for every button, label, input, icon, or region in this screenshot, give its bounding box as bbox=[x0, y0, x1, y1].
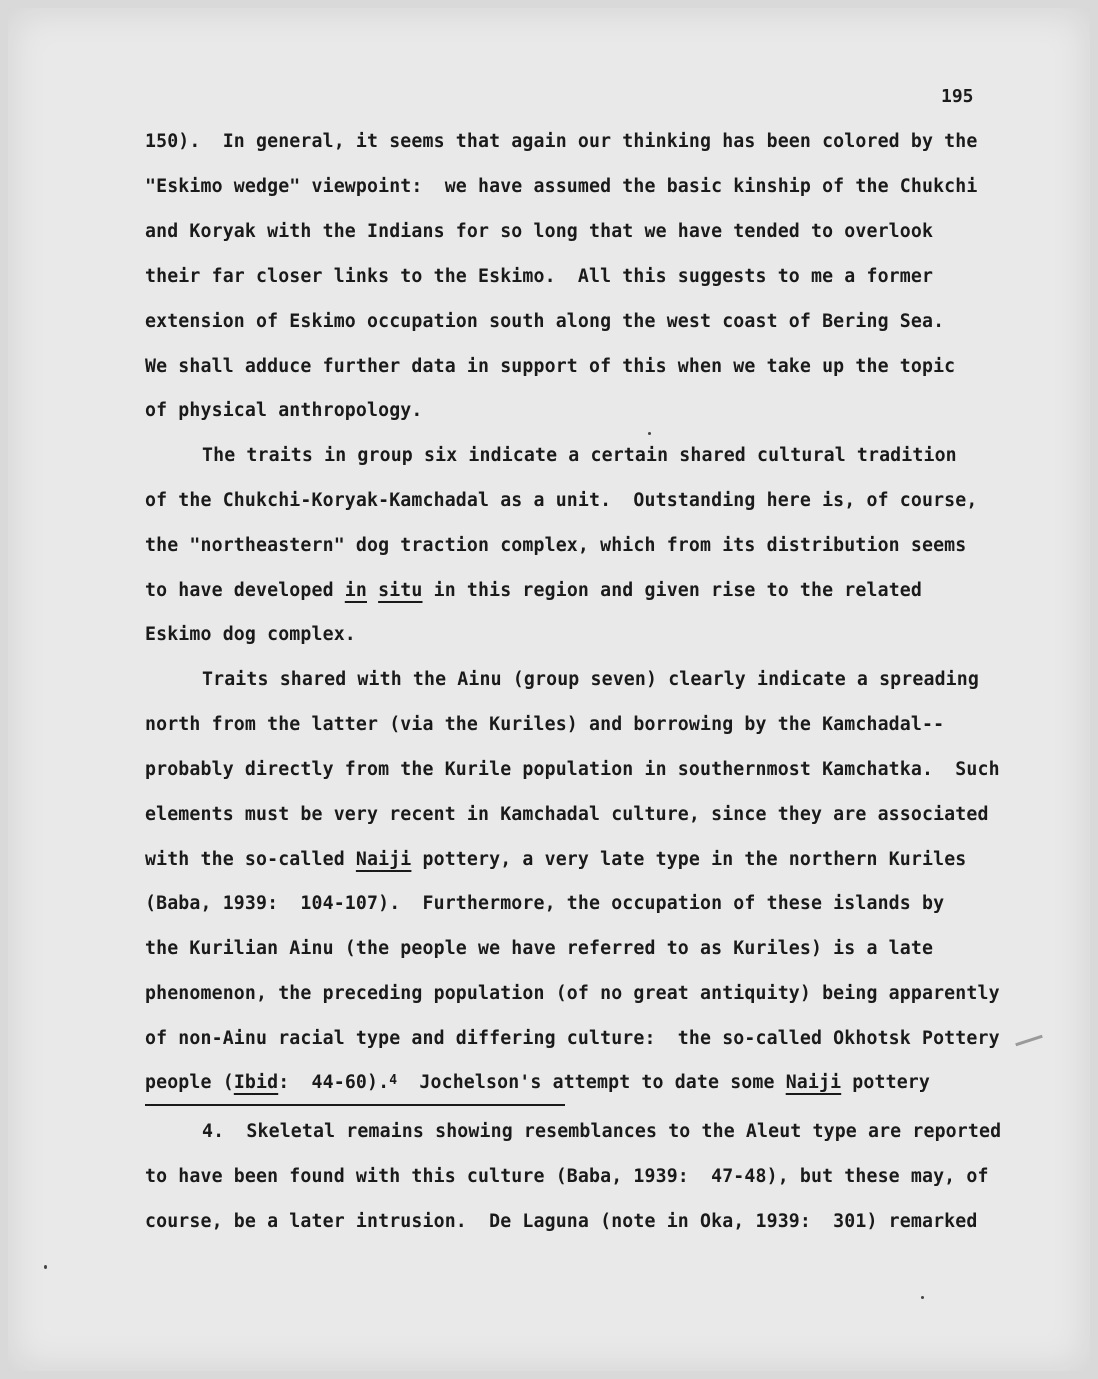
underlined-term: in bbox=[344, 580, 367, 601]
footnote-line: to have been found with this culture (Baba, 1939: 47-48), but these may, of bbox=[145, 1166, 989, 1187]
scan-speck bbox=[921, 1296, 924, 1299]
paragraph-first-line: Traits shared with the Ainu (group seven) clearly indicate a spreading bbox=[202, 669, 979, 690]
underlined-term: Naiji bbox=[785, 1072, 842, 1093]
text-line: of the Chukchi-Koryak-Kamchadal as a unit. Outstanding here is, of course, bbox=[145, 490, 978, 511]
text-line bbox=[145, 1068, 930, 1098]
text-line: phenomenon, the preceding population (of no great antiquity) being apparently bbox=[145, 983, 1000, 1004]
text-line: 150). In general, it seems that again our thinking has been colored by the bbox=[145, 131, 978, 152]
text-line: of physical anthropology. bbox=[145, 400, 423, 421]
text-span: people ( bbox=[145, 1072, 234, 1093]
text-span: to have developed bbox=[145, 580, 345, 601]
underlined-term: situ bbox=[378, 580, 423, 601]
text-span bbox=[367, 580, 378, 601]
text-line bbox=[145, 576, 922, 606]
text-line: north from the latter (via the Kuriles) and borrowing by the Kamchadal-- bbox=[145, 714, 945, 735]
scan-speck bbox=[44, 1265, 47, 1269]
text-line: elements must be very recent in Kamchadal culture, since they are associated bbox=[145, 804, 989, 825]
text-line: the Kurilian Ainu (the people we have referred to as Kuriles) is a late bbox=[145, 938, 934, 959]
footnote-line: 4. Skeletal remains showing resemblances to the Aleut type are reported bbox=[202, 1121, 1002, 1142]
text-span: Jochelson's attempt to date some bbox=[397, 1072, 786, 1093]
text-span: in this region and given rise to the related bbox=[422, 580, 923, 601]
text-line: probably directly from the Kurile population in southernmost Kamchatka. Such bbox=[145, 759, 1000, 780]
text-line: and Koryak with the Indians for so long that we have tended to overlook bbox=[145, 221, 934, 242]
text-line: extension of Eskimo occupation south along the west coast of Bering Sea. bbox=[145, 311, 945, 332]
footnote-marker: 4 bbox=[389, 1073, 398, 1088]
text-line: "Eskimo wedge" viewpoint: we have assumed the basic kinship of the Chukchi bbox=[145, 176, 978, 197]
text-span: : 44-60). bbox=[278, 1072, 390, 1093]
underlined-term: Naiji bbox=[355, 849, 412, 870]
scan-speck bbox=[648, 432, 651, 435]
text-line bbox=[145, 845, 966, 875]
underlined-term: Ibid bbox=[233, 1072, 279, 1093]
text-line: We shall adduce further data in support of this when we take up the topic bbox=[145, 356, 956, 377]
page-number: 195 bbox=[941, 86, 974, 107]
paragraph-first-line: The traits in group six indicate a certain shared cultural tradition bbox=[202, 445, 957, 466]
text-span: pottery bbox=[841, 1072, 931, 1093]
text-span: pottery, a very late type in the northern Kuriles bbox=[411, 849, 967, 870]
text-line: Eskimo dog complex. bbox=[145, 624, 356, 645]
footnote-line: course, be a later intrusion. De Laguna (note in Oka, 1939: 301) remarked bbox=[145, 1211, 978, 1232]
text-span: with the so-called bbox=[145, 849, 356, 870]
text-line: their far closer links to the Eskimo. All this suggests to me a former bbox=[145, 266, 934, 287]
text-line: (Baba, 1939: 104-107). Furthermore, the occupation of these islands by bbox=[145, 893, 945, 914]
text-line: of non-Ainu racial type and differing culture: the so-called Okhotsk Pottery bbox=[145, 1028, 1000, 1049]
footnote-separator-rule bbox=[145, 1104, 565, 1106]
text-line: the "northeastern" dog traction complex, which from its distribution seems bbox=[145, 535, 967, 556]
